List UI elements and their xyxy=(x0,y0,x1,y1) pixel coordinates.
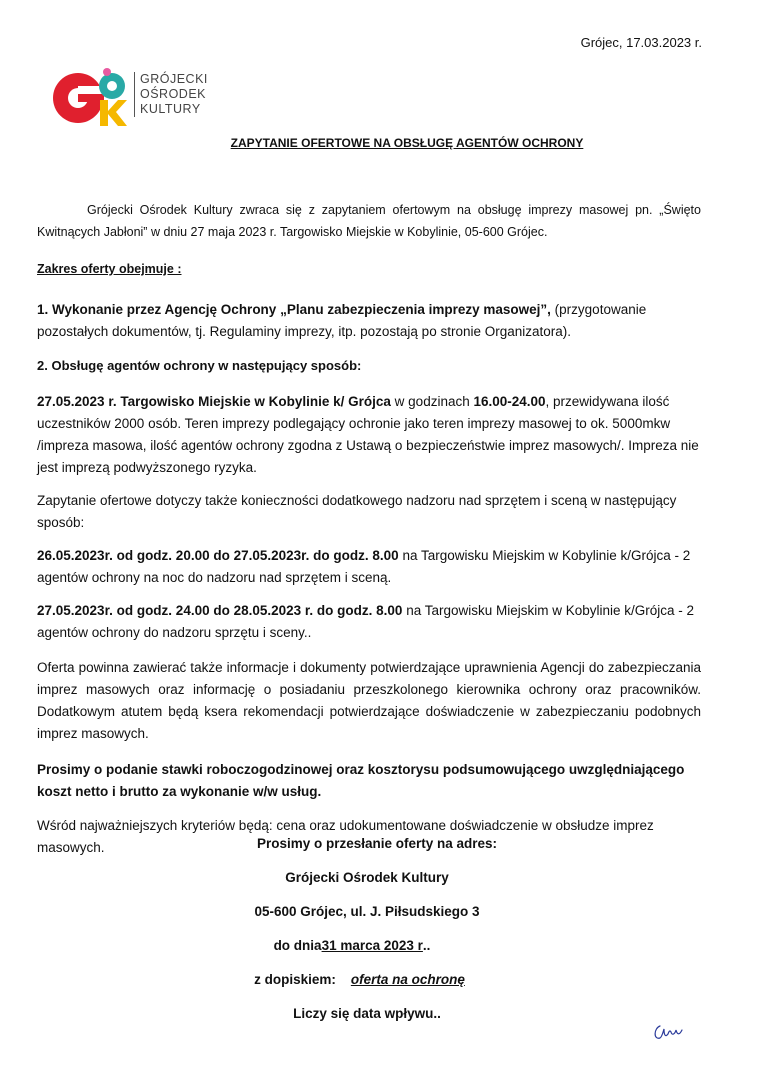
logo-line-2: OŚRODEK xyxy=(140,87,207,101)
logo-line-1: GRÓJECKI xyxy=(140,72,208,86)
night-shift-1-rest: na Targowisku Miejskim w Kobylinie k/Grójca - 2 agentów ochrony na noc do nadzoru nad sprzętem i sceną. xyxy=(37,548,691,585)
criteria-line-2: masowych. xyxy=(37,840,105,855)
receipt-note xyxy=(0,1006,764,1021)
document-title xyxy=(0,136,764,150)
handwritten-initials-signature xyxy=(650,1020,690,1046)
address-street-text: 05-600 Grójec, ul. J. Piłsudskiego 3 xyxy=(254,904,480,919)
deadline-suffix: .. xyxy=(422,938,431,953)
offer-requirements-paragraph: Oferta powinna zawierać także informacje i dokumenty potwierdzające uprawnienia Agencji do zabezpieczania imprez masowych oraz informację o posiadaniu przeszkolonego kierownika ochrony oraz pracowników. Dodatkowym atutem będą ksera rekomendacji potwierdzające doświadczenie w zabezpieczaniu podobnych imprez masowych. xyxy=(37,660,701,741)
additional-supervision-paragraph: Zapytanie ofertowe dotyczy także konieczności dodatkowego nadzoru nad sprzętem i sceną w następujący sposób: xyxy=(37,493,677,530)
scope-point-1 xyxy=(37,299,701,343)
night-shift-2-rest: na Targowisku Miejskim w Kobylinie k/Grójca - 2 agentów ochrony do nadzoru sprzętu i sceny.. xyxy=(37,603,695,640)
deadline-date: 31 marca 2023 r xyxy=(321,938,423,953)
event-details-rest: , przewidywana ilość uczestników 2000 osób. Teren imprezy podlegający ochronie jako teren imprezy masowej to ok. 5000mkw /impreza masowa, ilość agentów ochrony zgodna z Ustawą o bezpieczeństwie imprez masowych/. Impreza nie jest imprezą podwyższonego ryzyka. xyxy=(37,394,699,475)
address-organization xyxy=(0,870,764,885)
scope-point-1-bold: 1. Wykonanie przez Agencję Ochrony „Planu zabezpieczenia imprezy masowej”, xyxy=(37,302,551,317)
event-details-paragraph xyxy=(37,391,701,479)
scope-heading: Zakres oferty obejmuje : xyxy=(37,262,182,276)
gok-logo-mark xyxy=(52,66,134,128)
scope-point-2-bold: 2. Obsługę agentów ochrony w następujący sposób: xyxy=(37,358,362,373)
document-date: Grójec, 17.03.2023 r. xyxy=(580,35,702,50)
event-date-place: 27.05.2023 r. Targowisko Miejskie w Kobylinie k/ Grójca xyxy=(37,394,391,409)
scope-point-1-rest: (przygotowanie pozostałych dokumentów, tj. Regulaminy imprezy, itp. pozostają po stronie Organizatora). xyxy=(37,302,647,339)
pricing-request-paragraph: Prosimy o podanie stawki roboczogodzinowej oraz kosztorysu podsumowującego uwzględniającego koszt netto i brutto za wykonanie w/w usług. xyxy=(37,762,685,799)
annotation-line xyxy=(0,972,764,987)
deadline-line xyxy=(0,938,764,953)
night-shift-2-time: 27.05.2023r. od godz. 24.00 do 28.05.2023 r. do godz. 8.00 xyxy=(37,603,403,618)
criteria-line-1: Wśród najważniejszych kryteriów będą: cena oraz udokumentowane doświadczenie w obsłudze imprez xyxy=(37,818,654,833)
scope-point-2 xyxy=(37,355,701,377)
address-organization-text: Grójecki Ośrodek Kultury xyxy=(285,870,449,885)
intro-paragraph: Grójecki Ośrodek Kultury zwraca się z zapytaniem ofertowym na obsługę imprezy masowej pn. „Święto Kwitnących Jabłoni” w dniu 27 maja 2023 r. Targowisko Miejskie w Kobylinie, 05-600 Grójec. xyxy=(37,203,701,239)
document-title-text: ZAPYTANIE OFERTOWE NA OBSŁUGĘ AGENTÓW OCHRONY xyxy=(230,136,584,150)
annotation-text: oferta na ochronę xyxy=(350,972,465,987)
address-request-text: Prosimy o przesłanie oferty na adres: xyxy=(256,836,498,851)
night-shift-1-time: 26.05.2023r. od godz. 20.00 do 27.05.2023r. do godz. 8.00 xyxy=(37,548,399,563)
event-hours-prefix: w godzinach xyxy=(390,394,474,409)
event-hours: 16.00-24.00 xyxy=(473,394,546,409)
organization-logo xyxy=(52,66,222,128)
annotation-prefix: z dopiskiem: xyxy=(254,972,336,987)
logo-wordmark xyxy=(134,72,208,117)
night-shift-1-paragraph xyxy=(37,545,701,589)
receipt-note-text: Liczy się data wpływu.. xyxy=(293,1006,441,1021)
logo-line-3: KULTURY xyxy=(140,102,201,116)
deadline-prefix: do dnia xyxy=(273,938,322,953)
address-street xyxy=(0,904,764,919)
night-shift-2-paragraph xyxy=(37,600,701,644)
address-request xyxy=(0,836,764,851)
